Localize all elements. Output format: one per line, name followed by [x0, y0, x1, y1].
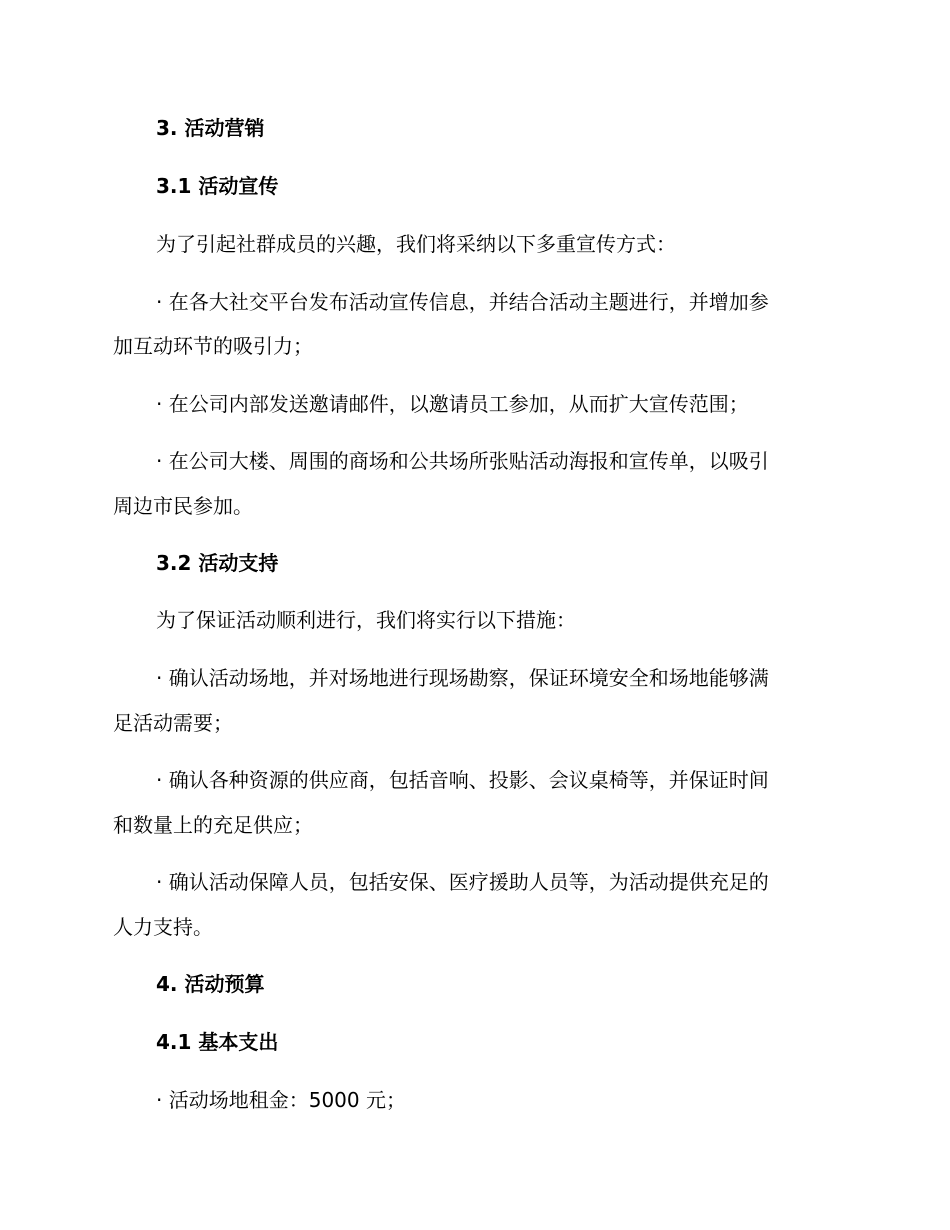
- section-heading-4: 4. 活动预算: [156, 972, 265, 996]
- bullet-3-2-b-line2: 和数量上的充足供应；: [113, 813, 313, 837]
- bullet-4-1-a: · 活动场地租金：5000 元；: [156, 1088, 406, 1112]
- bullet-3-1-a-line2: 加互动环节的吸引力；: [113, 334, 313, 358]
- subsection-heading-3-1: 3.1 活动宣传: [156, 174, 279, 198]
- paragraph-intro-3-2: 为了保证活动顺利进行，我们将实行以下措施：: [156, 608, 576, 632]
- bullet-3-2-a-line1: · 确认活动场地，并对场地进行现场勘察，保证环境安全和场地能够满: [156, 666, 769, 690]
- bullet-3-2-b-line1: · 确认各种资源的供应商，包括音响、投影、会议桌椅等，并保证时间: [156, 768, 769, 792]
- bullet-3-1-c-line2: 周边市民参加。: [113, 494, 253, 518]
- bullet-3-2-c-line2: 人力支持。: [113, 915, 213, 939]
- bullet-3-2-a-line2: 足活动需要；: [113, 711, 233, 735]
- bullet-3-1-b: · 在公司内部发送邀请邮件，以邀请员工参加，从而扩大宣传范围；: [156, 392, 749, 416]
- paragraph-intro-3-1: 为了引起社群成员的兴趣，我们将采纳以下多重宣传方式：: [156, 232, 676, 256]
- bullet-3-1-c-line1: · 在公司大楼、周围的商场和公共场所张贴活动海报和宣传单，以吸引: [156, 449, 769, 473]
- subsection-heading-3-2: 3.2 活动支持: [156, 551, 279, 575]
- subsection-heading-4-1: 4.1 基本支出: [156, 1030, 279, 1054]
- bullet-3-2-c-line1: · 确认活动保障人员，包括安保、医疗援助人员等，为活动提供充足的: [156, 870, 769, 894]
- section-heading-3: 3. 活动营销: [156, 116, 265, 140]
- bullet-3-1-a-line1: · 在各大社交平台发布活动宣传信息，并结合活动主题进行，并增加参: [156, 290, 769, 314]
